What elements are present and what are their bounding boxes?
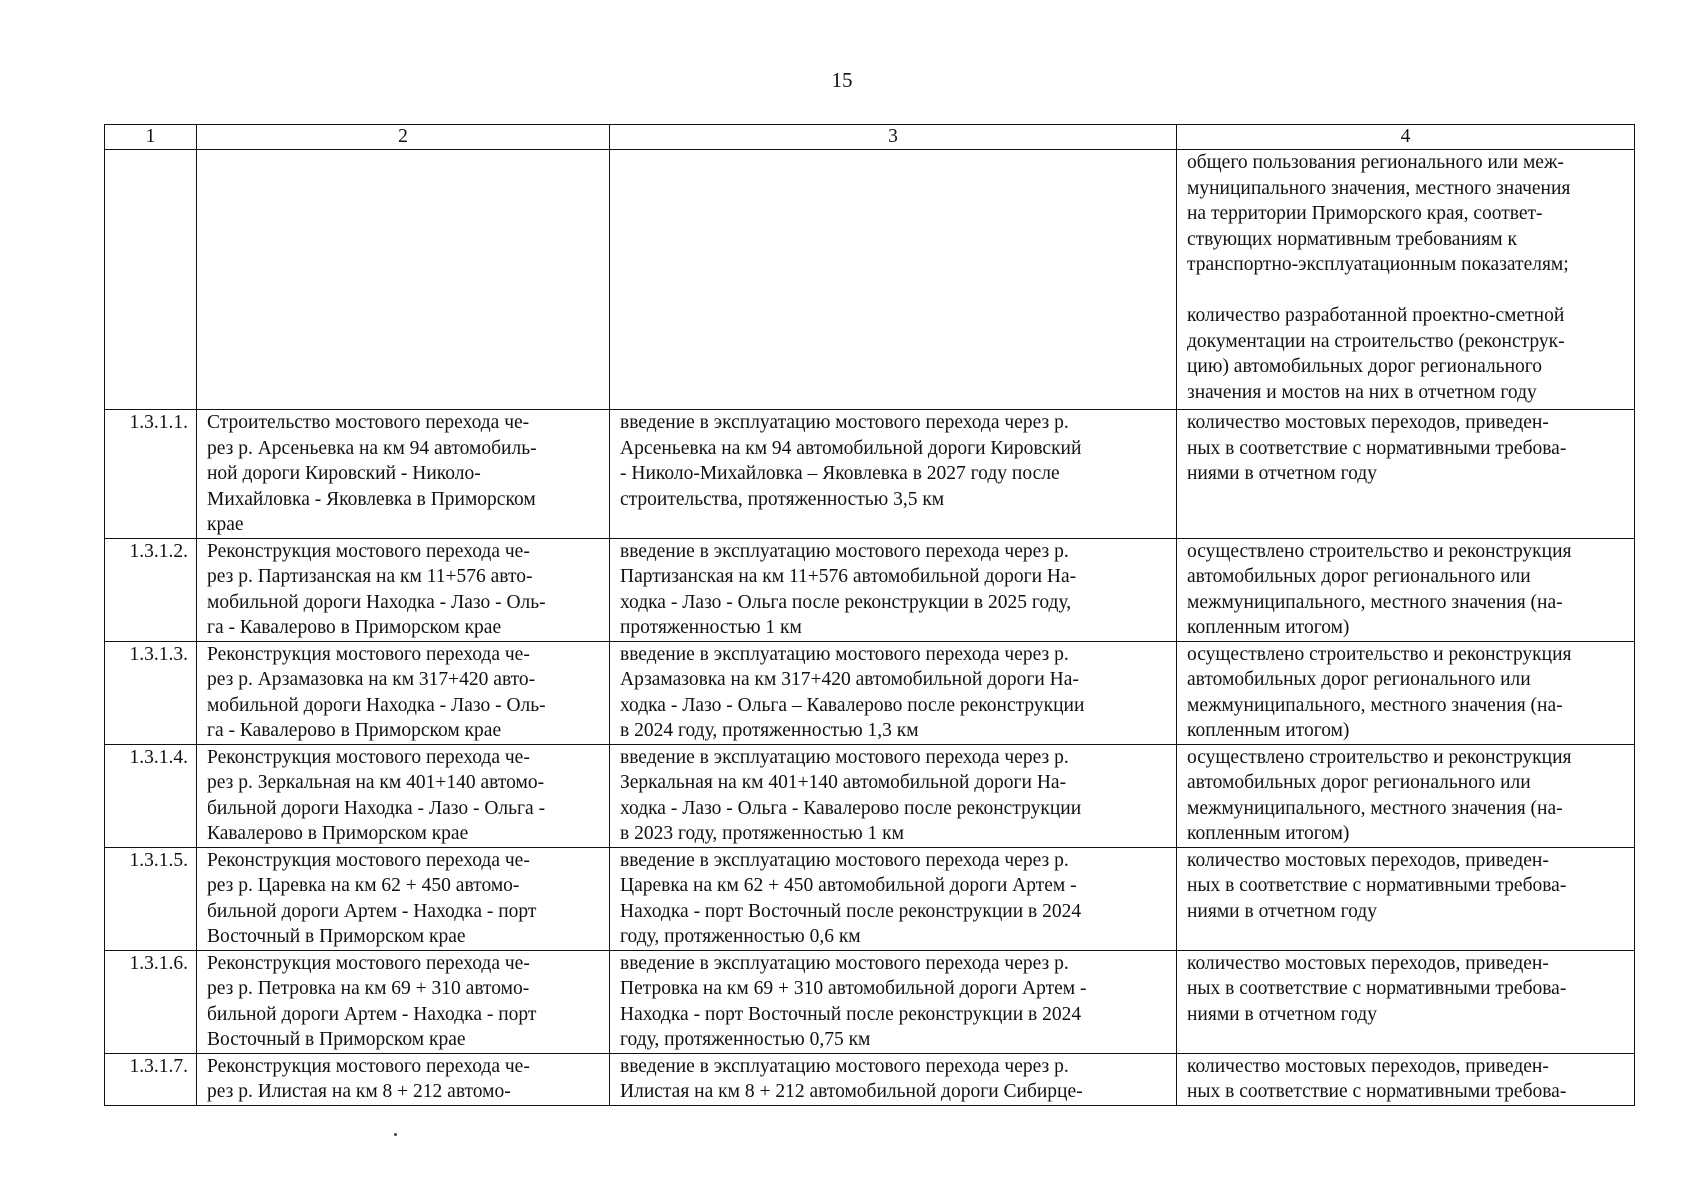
continuation-num-cell: [105, 150, 197, 410]
row-number: 1.3.1.2.: [105, 538, 197, 641]
row-number: 1.3.1.4.: [105, 744, 197, 847]
row-number: 1.3.1.6.: [105, 950, 197, 1053]
expected-result: введение в эксплуатацию мостового перехода через р. Арсеньевка на км 94 автомобильной дороги Кировский - Николо-Михайловка – Яковлевка в 2027 году после строительства, протяженностью 3,5 км: [610, 410, 1177, 539]
measure-name: Реконструкция мостового перехода че- рез р. Арзамазовка на км 317+420 авто- мобильной дороги Находка - Лазо - Оль- га - Кавалерово в Приморском крае: [197, 641, 610, 744]
continuation-col4-text-2: количество разработанной проектно-сметной документации на строительство (реконструк- цию) автомобильных дорог регионального значения и мостов на них в отчетном году: [1187, 305, 1565, 403]
row-number: 1.3.1.1.: [105, 410, 197, 539]
page-number: 15: [831, 68, 853, 92]
indicator: осуществлено строительство и реконструкция автомобильных дорог регионального или межмуниципального, местного значения (на- копленным итогом): [1177, 641, 1635, 744]
table-row: [105, 744, 1635, 847]
measures-table: [104, 124, 1635, 1106]
column-header-2: 2: [197, 125, 610, 150]
continuation-col4-cell: [1177, 150, 1635, 410]
row-number: 1.3.1.7.: [105, 1053, 197, 1105]
column-header-4: 4: [1177, 125, 1635, 150]
table-row: [105, 950, 1635, 1053]
expected-result: введение в эксплуатацию мостового перехода через р. Петровка на км 69 + 310 автомобильной дороги Артем - Находка - порт Восточный после реконструкции в 2024 году, протяженностью 0,75 км: [610, 950, 1177, 1053]
measure-name: Строительство мостового перехода че- рез р. Арсеньевка на км 94 автомобиль- ной дороги Кировский - Николо- Михайловка - Яковлевка в Приморском крае: [197, 410, 610, 539]
table-row: [105, 538, 1635, 641]
column-header-3: 3: [610, 125, 1177, 150]
table-row: [105, 847, 1635, 950]
measure-name: Реконструкция мостового перехода че- рез р. Царевка на км 62 + 450 автомо- бильной дороги Артем - Находка - порт Восточный в Приморском крае: [197, 847, 610, 950]
scan-speck: [394, 1133, 397, 1136]
indicator: количество мостовых переходов, приведен- ных в соответствие с нормативными требова- ниями в отчетном году: [1177, 410, 1635, 539]
continuation-col3-cell: [610, 150, 1177, 410]
continuation-row: [105, 150, 1635, 410]
measure-name: Реконструкция мостового перехода че- рез р. Илистая на км 8 + 212 автомо-: [197, 1053, 610, 1105]
indicator: количество мостовых переходов, приведен- ных в соответствие с нормативными требова-: [1177, 1053, 1635, 1105]
indicator: количество мостовых переходов, приведен- ных в соответствие с нормативными требова- ниями в отчетном году: [1177, 847, 1635, 950]
table-row: [105, 1053, 1635, 1105]
indicator: количество мостовых переходов, приведен- ных в соответствие с нормативными требова- ниями в отчетном году: [1177, 950, 1635, 1053]
table-row: [105, 410, 1635, 539]
expected-result: введение в эксплуатацию мостового перехода через р. Арзамазовка на км 317+420 автомобильной дороги На- ходка - Лазо - Ольга – Кавалерово после реконструкции в 2024 году, протяженностью 1,3 км: [610, 641, 1177, 744]
measure-name: Реконструкция мостового перехода че- рез р. Зеркальная на км 401+140 автомо- бильной дороги Находка - Лазо - Ольга - Кавалерово в Приморском крае: [197, 744, 610, 847]
row-number: 1.3.1.5.: [105, 847, 197, 950]
indicator: осуществлено строительство и реконструкция автомобильных дорог регионального или межмуниципального, местного значения (на- копленным итогом): [1177, 744, 1635, 847]
row-number: 1.3.1.3.: [105, 641, 197, 744]
expected-result: введение в эксплуатацию мостового перехода через р. Царевка на км 62 + 450 автомобильной дороги Артем - Находка - порт Восточный после реконструкции в 2024 году, протяженностью 0,6 км: [610, 847, 1177, 950]
continuation-col2-cell: [197, 150, 610, 410]
continuation-col4-text-1: общего пользования регионального или меж- муниципального значения, местного значения на территории Приморского края, соответ- ствующих нормативным требованиям к транспортно-эксплуатационным показателям;: [1187, 152, 1571, 275]
expected-result: введение в эксплуатацию мостового перехода через р. Зеркальная на км 401+140 автомобильной дороги На- ходка - Лазо - Ольга - Кавалерово после реконструкции в 2023 году, протяженностью 1 км: [610, 744, 1177, 847]
measure-name: Реконструкция мостового перехода че- рез р. Партизанская на км 11+576 авто- мобильной дороги Находка - Лазо - Оль- га - Кавалерово в Приморском крае: [197, 538, 610, 641]
expected-result: введение в эксплуатацию мостового перехода через р. Партизанская на км 11+576 автомобильной дороги На- ходка - Лазо - Ольга после реконструкции в 2025 году, протяженностью 1 км: [610, 538, 1177, 641]
table-header-row: [105, 125, 1635, 150]
measure-name: Реконструкция мостового перехода че- рез р. Петровка на км 69 + 310 автомо- бильной дороги Артем - Находка - порт Восточный в Приморском крае: [197, 950, 610, 1053]
column-header-1: 1: [105, 125, 197, 150]
indicator: осуществлено строительство и реконструкция автомобильных дорог регионального или межмуниципального, местного значения (на- копленным итогом): [1177, 538, 1635, 641]
table-row: [105, 641, 1635, 744]
paragraph-gap: [1187, 278, 1624, 304]
expected-result: введение в эксплуатацию мостового перехода через р. Илистая на км 8 + 212 автомобильной дороги Сибирце-: [610, 1053, 1177, 1105]
